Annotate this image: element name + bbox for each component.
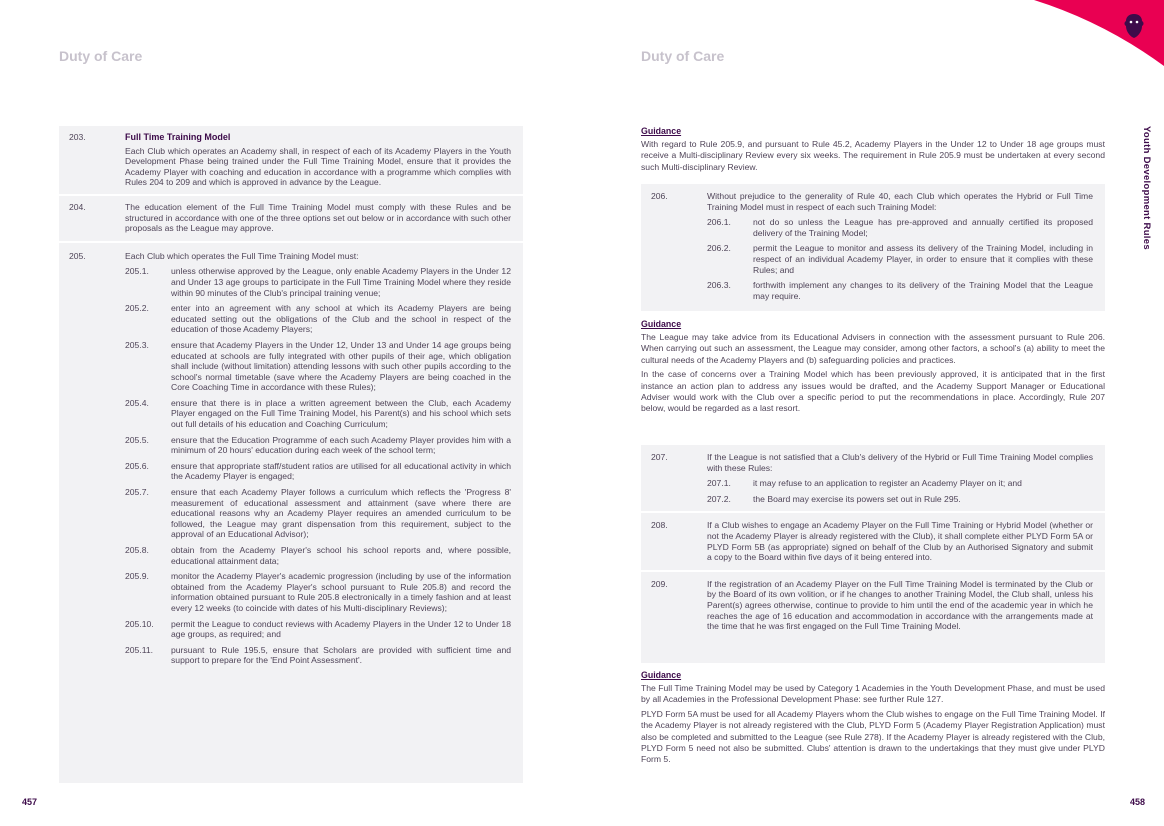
subrule-number: 206.1.: [707, 217, 731, 228]
rule-209: [641, 570, 1105, 638]
guidance-text: The League may take advice from its Educational Advisers in connection with the assessment pursuant to Rule 206. When carrying out such an assessment, the League may consider, among other factors, a school's (a) ability to meet the cultural needs of the Academy Players and (b) safeguarding policies and practices.: [641, 332, 1105, 365]
rule-207: [641, 445, 1105, 511]
subrule-number: 205.2.: [125, 303, 149, 314]
subrule-207-2: [707, 494, 1093, 505]
subrule-number: 205.5.: [125, 434, 149, 445]
rule-204: [59, 194, 523, 241]
subrule-205-9: [125, 571, 511, 613]
subrule-206-2: [707, 243, 1093, 275]
rule-206: [641, 184, 1105, 301]
subrule-text: enter into an agreement with any school at which its Academy Players are being educated setting out the obligations of the Club and the school in respect of the education of those Academy Players;: [171, 303, 511, 335]
subrule-text: ensure that appropriate staff/student ratios are utilised for all educational activity in which the Academy Player is engaged;: [171, 460, 511, 482]
page-number-left: 457: [22, 797, 38, 807]
subrule-text: ensure that the Education Programme of each such Academy Player provides him with a minimum of 20 hours' education during each week of the school term;: [171, 434, 511, 456]
subrule-number: 205.11.: [125, 644, 154, 655]
rule-text: If a Club wishes to engage an Academy Player on the Full Time Training or Hybrid Model (whether or not the Academy Player is already registered with the Club), it shall complete either PLYD Form 5A or PLYD Form 5B (as appropriate) signed on behalf of the Club by an Authorised Signatory and submit a copy to the Board within five days of it being entered into.: [707, 520, 1093, 563]
subrule-text: forthwith implement any changes to its delivery of the Training Model that the League may require.: [753, 280, 1093, 301]
subrule-205-10: [125, 619, 511, 640]
subrule-text: permit the League to conduct reviews with Academy Players in the Under 12 to Under 18 age groups, as required; and: [171, 618, 511, 640]
subrule-number: 207.2.: [707, 493, 731, 504]
subrule-205-1: [125, 266, 511, 298]
guidance-text: The Full Time Training Model may be used by Category 1 Academies in the Youth Development Phase, and must be used by all Academies in the Professional Development Phase: see further Rule 127.: [641, 683, 1105, 705]
subrule-number: 205.6.: [125, 460, 149, 471]
subrule-text: unless otherwise approved by the League, only enable Academy Players in the Under 12 and Under 13 age groups to participate in the Full Time Training Model where they reside within 90 minutes of the Club's principal training venue;: [171, 266, 511, 298]
subrule-number: 205.3.: [125, 339, 149, 350]
rule-text: Without prejudice to the generality of Rule 40, each Club which operates the Hybrid or Full Time Training Model must in respect of each such Training Model:: [707, 191, 1093, 212]
subrule-205-11: [125, 645, 511, 666]
rule-206-box: [641, 184, 1105, 311]
subrule-205-3: [125, 340, 511, 393]
guidance-block-2: [641, 319, 1105, 415]
subrule-number: 205.8.: [125, 545, 149, 555]
subrule-number: 205.7.: [125, 487, 149, 498]
guidance-heading: Guidance: [641, 126, 682, 136]
subrule-205-7: [125, 487, 511, 540]
subrule-205-4: [125, 398, 511, 430]
subrule-text: pursuant to Rule 195.5, ensure that Scholars are provided with sufficient time and support to prepare for the 'End Point Assessment'.: [171, 644, 511, 666]
rule-number: 203.: [69, 132, 86, 142]
guidance-text: PLYD Form 5A must be used for all Academy Players whom the Club wishes to engage on the Full Time Training Model. If the Academy Player is not already registered with the Club, PLYD Form 5 (Academy Player Registration Application) must also be completed and submitted to the League (see Rule 278). If the Academy Player is already registered with the Club, PLYD Form 5 need not also be submitted. Clubs' attention is drawn to the undertakings that they must give under PLYD Form 5.: [641, 708, 1105, 765]
subrule-text: ensure that each Academy Player follows a curriculum which reflects the 'Progress 8' measurement of educational assessment and attainment (save where there are educational reasons why an Academy Player requires an amended curriculum to be followed, the League may grant dispensation from this requirement, subject to the approval of an Educational Advisor);: [171, 487, 511, 540]
subrule-text: the Board may exercise its powers set out in Rule 295.: [753, 493, 961, 504]
rule-text: Each Club which operates an Academy shall, in respect of each of its Academy Players in the Youth Development Phase being trained under the Full Time Training Model, ensure that it provides the Academy Player with coaching and education in accordance with a programme which complies with Rules 204 to 209 and which is approved in advance by the League.: [125, 145, 511, 188]
guidance-block-1: [641, 126, 1105, 173]
rule-text: If the League is not satisfied that a Club's delivery of the Hybrid or Full Time Training Model complies with these Rules:: [707, 452, 1093, 473]
subrule-text: ensure that Academy Players in the Under 12, Under 13 and Under 14 age groups being educated at schools are fully integrated with other pupils of their age, which obligation shall include (without limitation) attending lessons with such other pupils according to the school's normal timetable (save where the Academy Players are being coached in the Core Coaching Time in accordance with these Rules);: [171, 339, 511, 393]
rules-207-209-box: [641, 445, 1105, 663]
subrule-text: permit the League to monitor and assess its delivery of the Training Model, including in respect of an individual Academy Player, in order to ensure that it complies with these Rules; and: [753, 243, 1093, 275]
subrule-text: ensure that there is in place a written agreement between the Club, each Academy Player engaged on the Full Time Training Model, his Parent(s) and his school which sets out full details of his education and Coaching Curriculum;: [171, 397, 511, 430]
subrule-205-8: [125, 545, 511, 566]
rule-208: [641, 511, 1105, 569]
subrule-text: obtain from the Academy Player's school his school reports and, where possible, educational attainment data;: [171, 545, 511, 566]
guidance-text: With regard to Rule 205.9, and pursuant to Rule 45.2, Academy Players in the Under 12 to Under 18 age groups must receive a Multi-disciplinary Review every six weeks. The requirement in Rule 205.9 must be undertaken at every second such Multi-disciplinary Review.: [641, 139, 1105, 172]
right-page: [582, 0, 1164, 826]
rules-box-left: [59, 126, 523, 783]
rule-number: 207.: [651, 452, 668, 462]
rule-text: The education element of the Full Time Training Model must comply with these Rules and be structured in accordance with one of the three options set out below or in accordance with such other proposals as the League may approve.: [125, 201, 511, 234]
subrule-number: 205.1.: [125, 266, 149, 277]
rule-203: [59, 126, 523, 194]
rule-text: Each Club which operates the Full Time Training Model must:: [125, 250, 359, 261]
subrule-number: 205.10.: [125, 618, 154, 629]
subrule-207-1: [707, 478, 1093, 489]
guidance-text: In the case of concerns over a Training Model which has been previously approved, it is anticipated that in the first instance an action plan to address any issues would be drafted, and the Academy Support Manager or Educational Adviser would work with the Club over a specific period to put the recommendations in place. Accordingly, Rule 207 below, would be regarded as a last resort.: [641, 369, 1105, 414]
subrule-number: 205.4.: [125, 397, 149, 408]
section-side-title: Youth Development Rules: [1141, 126, 1152, 250]
rule-number: 206.: [651, 191, 668, 201]
rule-205: [59, 241, 523, 666]
subrule-text: it may refuse to an application to register an Academy Player on it; and: [753, 478, 1022, 489]
subrule-text: monitor the Academy Player's academic progression (including by use of the information obtained from the Academy Player's school pursuant to Rule 205.8) and record the information obtained pursuant to Rule 205.8 electronically in a timely fashion and at least every 12 weeks (to coincide with dates of his Multi-disciplinary Reviews);: [171, 571, 511, 613]
rule-text: If the registration of an Academy Player on the Full Time Training Model is terminated by the Club or by the Board of its own volition, or if he changes to another Training Model, the Club shall, unless his Parent(s) agrees otherwise, continue to provide to him until the end of the academic year in which he reaches the age of 16 education and accommodation in accordance with the arrangements made at the time that he was first engaged on the Full Time Training Model.: [707, 578, 1093, 632]
running-head-left: Duty of Care: [59, 48, 143, 64]
subrule-number: 207.1.: [707, 478, 731, 489]
lion-crest-icon: [1123, 13, 1145, 39]
guidance-block-3: [641, 670, 1105, 766]
subrule-205-2: [125, 303, 511, 335]
subrule-205-5: [125, 435, 511, 456]
rule-number: 209.: [651, 578, 668, 589]
rule-title: Full Time Training Model: [125, 132, 231, 142]
running-head-right: Duty of Care: [641, 48, 725, 64]
subrule-number: 206.2.: [707, 243, 731, 254]
page-number-right: 458: [1129, 797, 1145, 807]
subrule-text: not do so unless the League has pre-approved and annually certified its proposed delivery of the Training Model;: [753, 217, 1093, 238]
subrule-205-6: [125, 461, 511, 482]
rule-number: 205.: [69, 250, 86, 261]
rule-number: 204.: [69, 201, 86, 212]
subrule-number: 205.9.: [125, 571, 149, 582]
subrule-206-1: [707, 217, 1093, 238]
rule-number: 208.: [651, 520, 668, 531]
subrule-number: 206.3.: [707, 280, 731, 291]
guidance-heading: Guidance: [641, 319, 682, 329]
subrule-206-3: [707, 280, 1093, 301]
guidance-heading: Guidance: [641, 670, 682, 680]
